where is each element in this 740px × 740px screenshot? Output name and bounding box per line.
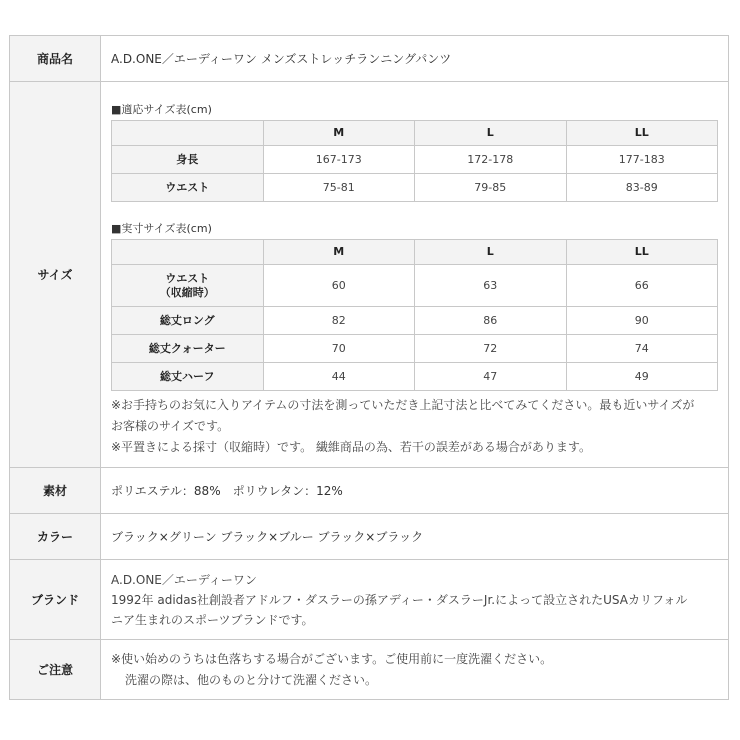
brand-line: ニア生まれのスポーツブランドです。 xyxy=(111,612,314,627)
fit-size-caption: ■適応サイズ表(cm) xyxy=(111,103,212,116)
caution-label: ご注意 xyxy=(10,640,101,700)
product-spec-table xyxy=(9,35,729,700)
color-row xyxy=(10,514,729,560)
product-name-label: 商品名 xyxy=(10,36,101,82)
actual-cell: 66 xyxy=(566,265,718,307)
actual-cell: 90 xyxy=(566,307,718,335)
actual-cell: 70 xyxy=(263,335,415,363)
brand-line: 1992年 adidas社創設者アドルフ・ダスラーの孫アディー・ダスラーJr.によって設立されたUSAカリフォル xyxy=(111,592,688,607)
size-note-line: ※平置きによる採寸（収縮時）です。 繊維商品の為、若干の誤差がある場合があります。 xyxy=(111,440,591,454)
fit-col-ll: LL xyxy=(566,121,718,146)
actual-cell: 86 xyxy=(415,307,567,335)
actual-cell: 47 xyxy=(415,363,567,391)
actual-row-quarter xyxy=(112,335,718,363)
fit-cell: 83-89 xyxy=(566,174,718,202)
size-note-line: ※お手持ちのお気に入りアイテムの寸法を測っていただき上記寸法と比べてみてください。最も近いサイズが xyxy=(111,398,695,412)
fit-col-m: M xyxy=(263,121,415,146)
actual-cell: 63 xyxy=(415,265,567,307)
caution-line: ※使い始めのうちは色落ちする場合がございます。ご使用前に一度洗濯ください。 xyxy=(111,651,553,666)
product-name-row xyxy=(10,36,729,82)
actual-size-table xyxy=(111,239,718,391)
fit-cell: 167-173 xyxy=(263,146,415,174)
actual-row-label: 総丈ハーフ xyxy=(112,363,264,391)
actual-cell: 44 xyxy=(263,363,415,391)
actual-cell: 60 xyxy=(263,265,415,307)
fit-cell: 172-178 xyxy=(415,146,567,174)
actual-row-label-sub: （収縮時） xyxy=(159,285,215,299)
fit-corner-cell xyxy=(112,121,264,146)
fit-cell: 79-85 xyxy=(415,174,567,202)
actual-row-long xyxy=(112,307,718,335)
actual-corner-cell xyxy=(112,240,264,265)
size-row xyxy=(10,82,729,468)
caution-content xyxy=(101,640,729,700)
actual-col-ll: LL xyxy=(566,240,718,265)
actual-row-label: 総丈ロング xyxy=(112,307,264,335)
material-label: 素材 xyxy=(10,468,101,514)
actual-row-label xyxy=(112,265,264,307)
color-label: カラー xyxy=(10,514,101,560)
caution-line: 洗濯の際は、他のものと分けて洗濯ください。 xyxy=(125,672,378,687)
fit-cell: 177-183 xyxy=(566,146,718,174)
material-row xyxy=(10,468,729,514)
caution-row xyxy=(10,640,729,700)
material-value: ポリエステル：88% ポリウレタン：12% xyxy=(101,468,729,514)
actual-col-m: M xyxy=(263,240,415,265)
actual-row-half xyxy=(112,363,718,391)
size-note-line: お客様のサイズです。 xyxy=(111,419,230,433)
brand-content xyxy=(101,560,729,640)
actual-cell: 74 xyxy=(566,335,718,363)
actual-cell: 72 xyxy=(415,335,567,363)
actual-col-l: L xyxy=(415,240,567,265)
brand-row xyxy=(10,560,729,640)
size-notes xyxy=(111,395,718,458)
fit-row-waist xyxy=(112,174,718,202)
actual-cell: 49 xyxy=(566,363,718,391)
size-content xyxy=(101,82,729,468)
size-label: サイズ xyxy=(10,82,101,468)
fit-cell: 75-81 xyxy=(263,174,415,202)
fit-row-height xyxy=(112,146,718,174)
brand-line: A.D.ONE／エーディーワン xyxy=(111,572,257,587)
fit-row-label: ウエスト xyxy=(112,174,264,202)
fit-row-label: 身長 xyxy=(112,146,264,174)
color-value: ブラック×グリーン ブラック×ブルー ブラック×ブラック xyxy=(101,514,729,560)
product-name-value: A.D.ONE／エーディーワン メンズストレッチランニングパンツ xyxy=(101,36,729,82)
actual-row-label-main: ウエスト xyxy=(165,271,210,285)
actual-cell: 82 xyxy=(263,307,415,335)
actual-size-caption: ■実寸サイズ表(cm) xyxy=(111,222,212,235)
actual-row-label: 総丈クォーター xyxy=(112,335,264,363)
fit-size-table xyxy=(111,120,718,202)
brand-label: ブランド xyxy=(10,560,101,640)
actual-row-waist xyxy=(112,265,718,307)
fit-col-l: L xyxy=(415,121,567,146)
